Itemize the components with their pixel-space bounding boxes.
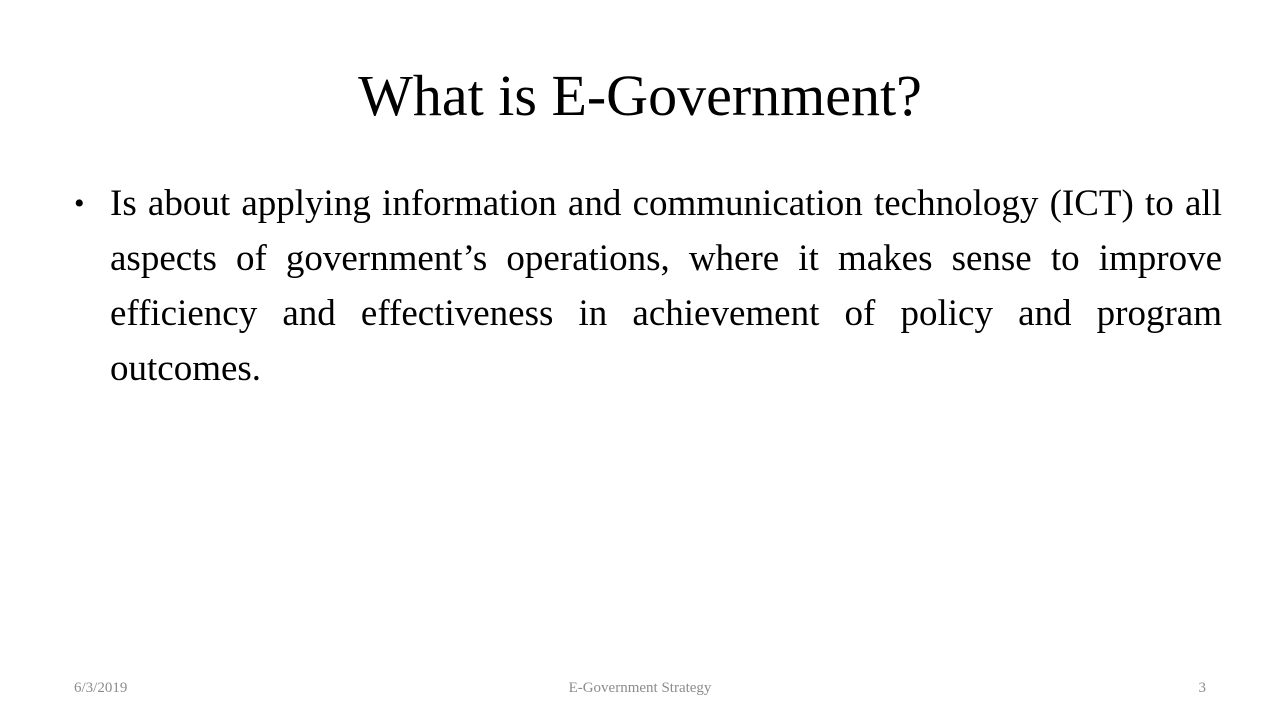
footer-title: E-Government Strategy	[568, 680, 712, 696]
slide-body	[72, 176, 1222, 396]
bullet-text: Is about applying information and communication technology (ICT) to all aspects of government’s operations, where it makes sense to improve efficiency and effectiveness in achievement of policy and program outcomes.	[110, 183, 1222, 389]
footer-date: 6/3/2019	[74, 680, 128, 696]
bullet-icon: •	[74, 187, 85, 220]
bullet-item	[72, 176, 1222, 396]
page-number: 3	[1198, 680, 1206, 696]
slide-title: What is E-Government?	[358, 63, 922, 128]
